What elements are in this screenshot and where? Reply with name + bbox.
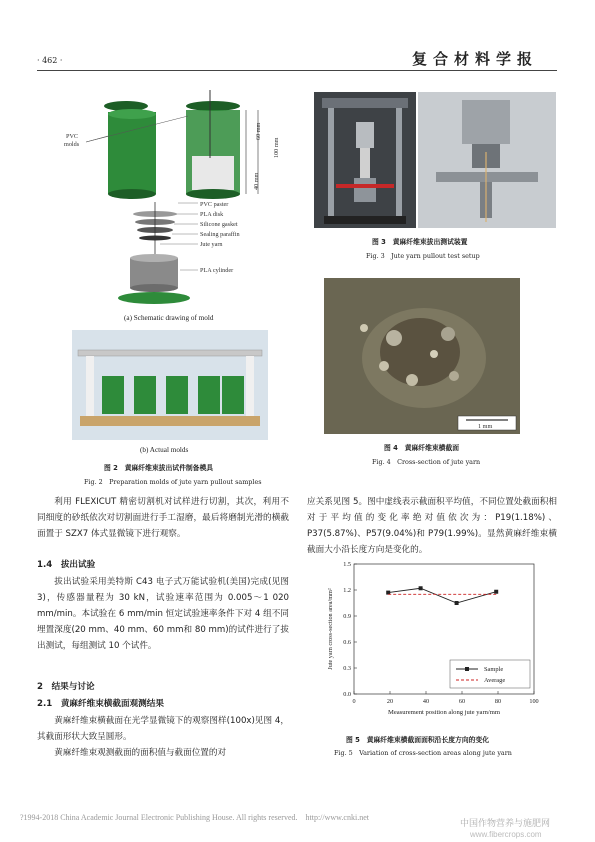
figure3-photo-left — [314, 92, 416, 228]
figure4-caption-en: Fig. 4 Cross-section of jute yarn — [372, 458, 481, 466]
figure4-caption-cn: 图 4 黄麻纤维束横截面 — [384, 444, 460, 452]
figure5-caption-cn: 图 5 黄麻纤维束横截面面积沿长度方向的变化 — [346, 736, 490, 744]
footer-copyright: ?1994-2018 China Academic Journal Electronic Publishing House. All rights reserved. http://www.cnki.net — [20, 813, 369, 822]
figure5-caption-en: Fig. 5 Variation of cross-section areas along jute yarn — [334, 749, 512, 757]
y-tick-label: 0.0 — [343, 691, 351, 698]
left-para2: 拔出试验采用美特斯 C43 电子式万能试验机(美国)完成(见图 3)，传感器量程为 30 kN，试验速率范围为 0.005～1 020 mm/min。本试验在 6 mm/min 恒定试验速率条件下对 4 组不同埋置深度(20 mm、40 mm、60 mm和 80 mm)的试件进行了拔出测试，每组测试 10 个试件。 — [37, 577, 289, 651]
label-molds: molds — [64, 141, 80, 148]
figure5-chart — [308, 556, 548, 732]
bottom-ring — [118, 292, 190, 304]
label-pvc: PVC — [66, 133, 79, 140]
dim-40-label: 40 mm — [253, 172, 260, 190]
figure4-microscope — [324, 278, 520, 434]
left-para1: 利用 FLEXICUT 精密切割机对试样进行切割，其次，利用不同细度的砂纸依次对切割面进行手工湿磨，最后将磨制光滑的横截面置于 SZX7 体式显微镜下进行观察。 — [37, 497, 289, 539]
y-tick-label: 0.6 — [343, 639, 351, 646]
x-tick-label: 60 — [458, 698, 466, 705]
x-tick-label: 0 — [352, 698, 356, 705]
y-tick-label: 0.9 — [343, 613, 351, 620]
left-mold-body — [108, 112, 156, 194]
figure2b-photo — [72, 330, 268, 440]
x-tick-label: 80 — [494, 698, 502, 705]
right-mold-top — [186, 101, 240, 111]
figure3-caption-cn: 图 3 黄麻纤维束拔出测试装置 — [372, 238, 468, 246]
figure3-photo-right — [418, 92, 556, 228]
figure2-caption-cn: 图 2 黄麻纤维束拔出试件制备模具 — [104, 464, 214, 472]
dim-60-label: 60 mm — [255, 122, 262, 140]
pla-cylinder — [130, 258, 178, 288]
right-para1: 应关系见图 5。图中虚线表示截面积平均值，不同位置处截面积相对于平均值的变化率绝对值依次为：P19(1.18%)、P37(5.87%)、P57(9.04%)和 P79(1.99%)。显然黄麻纤维束横截面大小沿长度方向是变化的。 — [307, 497, 557, 555]
section-2-1: 2.1 黄麻纤维束横截面观测结果 — [37, 699, 164, 709]
figure2a-schematic — [60, 86, 300, 312]
legend-label-average: Average — [484, 677, 506, 684]
label-pla-cylinder: PLA cylinder — [200, 267, 234, 274]
x-tick-label: 40 — [422, 698, 430, 705]
legend-label-sample: Sample — [484, 666, 504, 673]
legend-marker — [465, 667, 469, 671]
left-para4: 黄麻纤维束观测截面的面积值与截面位置的对 — [54, 748, 227, 758]
scale-bar-label: 1 mm — [478, 423, 493, 430]
figure2-caption-en: Fig. 2 Preparation molds of jute yarn pullout samples — [84, 478, 262, 486]
y-axis-label: Jute yarn cross-section area/mm² — [327, 588, 334, 670]
label-jute-yarn: Jute yarn — [200, 241, 223, 248]
y-tick-label: 1.5 — [343, 561, 351, 568]
data-point — [494, 590, 498, 594]
series-line-sample — [388, 588, 496, 603]
footer-watermark-url: www.fibercrops.com — [470, 830, 542, 839]
label-pvc-paster: PVC paster — [200, 201, 229, 208]
y-tick-label: 1.2 — [343, 587, 351, 594]
section-1-4: 1.4 拔出试验 — [37, 560, 96, 570]
footer-watermark: 中国作物营养与施肥网 — [460, 819, 551, 829]
figure2a-caption: (a) Schematic drawing of mold — [124, 314, 214, 322]
x-axis-label: Measurement position along jute yarn/mm — [387, 709, 501, 716]
left-para3: 黄麻纤维束横截面在光学显微镜下的观察图样(100x)见图 4，其截面形状大致呈圆形。 — [37, 716, 289, 742]
dim-100-label: 100 mm — [273, 137, 280, 158]
x-tick-label: 20 — [386, 698, 394, 705]
x-tick-label: 100 — [529, 698, 539, 705]
section-2: 2 结果与讨论 — [37, 682, 95, 692]
y-tick-label: 0.3 — [343, 665, 351, 672]
page-number: · 462 · — [37, 56, 63, 65]
header-rule — [37, 70, 557, 71]
label-pla-disk: PLA disk — [200, 211, 224, 218]
data-point — [455, 601, 459, 605]
figure2b-caption: (b) Actual molds — [140, 446, 189, 454]
data-point — [419, 586, 423, 590]
journal-title: 复合材料学报 — [412, 50, 539, 68]
figure3-caption-en: Fig. 3 Jute yarn pullout test setup — [366, 252, 480, 260]
label-sealing-paraffin: Sealing paraffin — [200, 231, 240, 238]
label-silicone-gasket: Silicone gasket — [200, 221, 238, 228]
